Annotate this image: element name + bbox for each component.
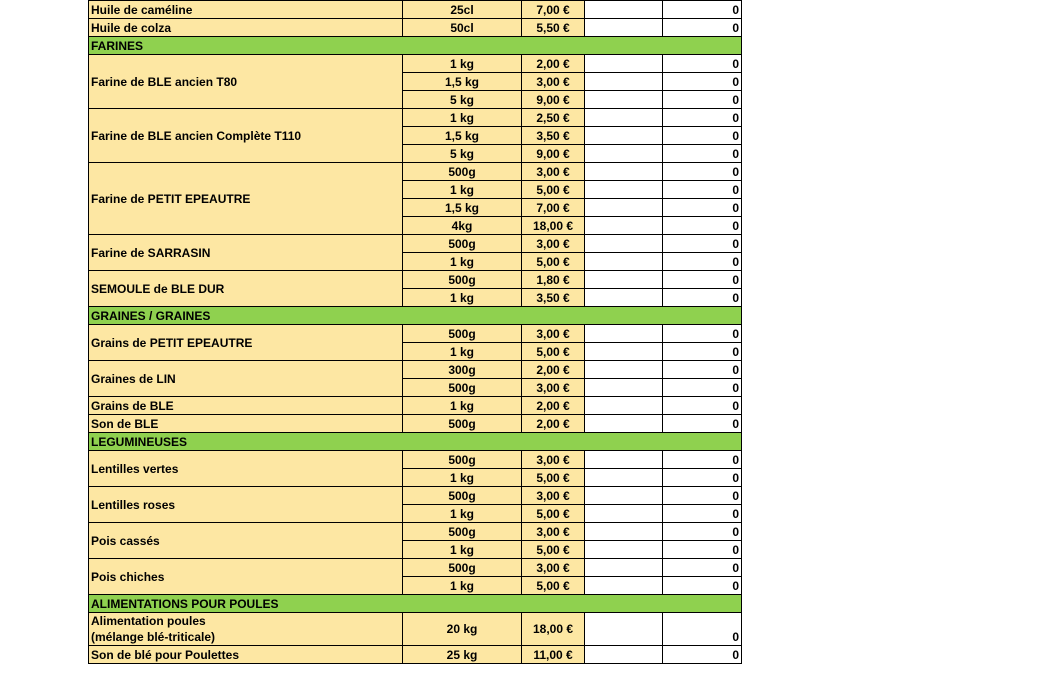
order-quantity-cell[interactable] (585, 127, 663, 145)
product-quantity: 500g (403, 235, 522, 253)
section-header-row (89, 307, 742, 325)
product-quantity: 1,5 kg (403, 73, 522, 91)
product-quantity: 25cl (403, 1, 522, 19)
product-price: 3,00 € (522, 163, 585, 181)
product-price: 5,00 € (522, 181, 585, 199)
table-row (89, 415, 742, 433)
table-row (89, 271, 742, 289)
product-price: 5,00 € (522, 505, 585, 523)
product-quantity: 25 kg (403, 646, 522, 664)
order-quantity-cell[interactable] (585, 91, 663, 109)
row-total: 0 (663, 289, 742, 307)
product-name: SEMOULE de BLE DUR (89, 271, 403, 307)
product-quantity: 500g (403, 451, 522, 469)
row-total: 0 (663, 646, 742, 664)
section-header-row (89, 595, 742, 613)
product-name: Grains de BLE (89, 397, 403, 415)
section-title: GRAINES / GRAINES (89, 307, 742, 325)
product-price: 2,50 € (522, 109, 585, 127)
product-quantity: 1 kg (403, 397, 522, 415)
product-price: 2,00 € (522, 397, 585, 415)
product-price: 7,00 € (522, 199, 585, 217)
product-name: Graines de LIN (89, 361, 403, 397)
product-price: 3,00 € (522, 379, 585, 397)
product-quantity: 500g (403, 271, 522, 289)
table-row (89, 109, 742, 127)
product-quantity: 500g (403, 379, 522, 397)
product-quantity: 1 kg (403, 109, 522, 127)
table-row (89, 19, 742, 37)
row-total: 0 (663, 271, 742, 289)
row-total: 0 (663, 469, 742, 487)
row-total: 0 (663, 19, 742, 37)
product-name: Son de BLE (89, 415, 403, 433)
row-total: 0 (663, 253, 742, 271)
product-quantity: 500g (403, 415, 522, 433)
product-quantity: 500g (403, 559, 522, 577)
order-quantity-cell[interactable] (585, 541, 663, 559)
order-quantity-cell[interactable] (585, 163, 663, 181)
product-price: 2,00 € (522, 55, 585, 73)
table-row (89, 451, 742, 469)
row-total: 0 (663, 361, 742, 379)
order-quantity-cell[interactable] (585, 145, 663, 163)
order-quantity-cell[interactable] (585, 55, 663, 73)
product-price: 9,00 € (522, 145, 585, 163)
product-quantity: 1,5 kg (403, 127, 522, 145)
table-row (89, 397, 742, 415)
product-name: Lentilles vertes (89, 451, 403, 487)
product-price: 5,00 € (522, 343, 585, 361)
product-name: Farine de BLE ancien Complète T110 (89, 109, 403, 163)
product-name: Grains de PETIT EPEAUTRE (89, 325, 403, 361)
row-total: 0 (663, 379, 742, 397)
product-price: 11,00 € (522, 646, 585, 664)
order-quantity-cell[interactable] (585, 181, 663, 199)
product-quantity: 1 kg (403, 55, 522, 73)
product-quantity: 300g (403, 361, 522, 379)
order-quantity-cell[interactable] (585, 253, 663, 271)
row-total: 0 (663, 397, 742, 415)
table-row (89, 559, 742, 577)
product-quantity: 500g (403, 325, 522, 343)
product-price: 3,00 € (522, 325, 585, 343)
product-name: Pois cassés (89, 523, 403, 559)
product-name: Alimentation poules (mélange blé-triticale) (89, 613, 403, 646)
product-price: 3,00 € (522, 73, 585, 91)
row-total: 0 (663, 91, 742, 109)
order-quantity-cell[interactable] (585, 577, 663, 595)
product-quantity: 4kg (403, 217, 522, 235)
order-quantity-cell[interactable] (585, 361, 663, 379)
product-price: 7,00 € (522, 1, 585, 19)
product-quantity: 20 kg (403, 613, 522, 646)
product-name: Huile de caméline (89, 1, 403, 19)
product-quantity: 500g (403, 523, 522, 541)
order-quantity-cell[interactable] (585, 271, 663, 289)
row-total: 0 (663, 73, 742, 91)
table-row (89, 646, 742, 664)
order-quantity-cell[interactable] (585, 343, 663, 361)
product-price: 3,50 € (522, 289, 585, 307)
product-name: Lentilles roses (89, 487, 403, 523)
product-quantity: 500g (403, 487, 522, 505)
row-total: 0 (663, 541, 742, 559)
row-total: 0 (663, 145, 742, 163)
product-quantity: 50cl (403, 19, 522, 37)
product-quantity: 1 kg (403, 253, 522, 271)
row-total: 0 (663, 1, 742, 19)
row-total: 0 (663, 451, 742, 469)
row-total: 0 (663, 487, 742, 505)
table-row (89, 325, 742, 343)
row-total: 0 (663, 613, 742, 646)
product-price: 3,00 € (522, 559, 585, 577)
product-price: 18,00 € (522, 613, 585, 646)
product-quantity: 1 kg (403, 181, 522, 199)
product-quantity: 5 kg (403, 91, 522, 109)
row-total: 0 (663, 577, 742, 595)
order-quantity-cell[interactable] (585, 523, 663, 541)
product-quantity: 1 kg (403, 577, 522, 595)
order-quantity-cell[interactable] (585, 1, 663, 19)
row-total: 0 (663, 325, 742, 343)
order-sheet (88, 0, 741, 664)
table-row (89, 523, 742, 541)
product-price: 3,00 € (522, 487, 585, 505)
product-name: Farine de BLE ancien T80 (89, 55, 403, 109)
table-row (89, 1, 742, 19)
order-quantity-cell[interactable] (585, 217, 663, 235)
row-total: 0 (663, 343, 742, 361)
order-quantity-cell[interactable] (585, 19, 663, 37)
row-total: 0 (663, 55, 742, 73)
section-header-row (89, 37, 742, 55)
product-price: 2,00 € (522, 415, 585, 433)
order-quantity-cell[interactable] (585, 289, 663, 307)
product-price: 3,00 € (522, 523, 585, 541)
product-quantity: 1 kg (403, 505, 522, 523)
row-total: 0 (663, 415, 742, 433)
product-quantity: 1 kg (403, 289, 522, 307)
product-price: 2,00 € (522, 361, 585, 379)
order-quantity-cell[interactable] (585, 487, 663, 505)
product-quantity: 1,5 kg (403, 199, 522, 217)
product-quantity: 500g (403, 163, 522, 181)
order-quantity-cell[interactable] (585, 73, 663, 91)
product-price: 5,00 € (522, 541, 585, 559)
row-total: 0 (663, 217, 742, 235)
product-quantity: 1 kg (403, 469, 522, 487)
product-price: 5,00 € (522, 577, 585, 595)
order-quantity-cell[interactable] (585, 613, 663, 646)
row-total: 0 (663, 559, 742, 577)
table-row (89, 613, 742, 646)
product-price: 5,50 € (522, 19, 585, 37)
order-quantity-cell[interactable] (585, 469, 663, 487)
order-quantity-cell[interactable] (585, 109, 663, 127)
table-row (89, 55, 742, 73)
order-quantity-cell[interactable] (585, 415, 663, 433)
row-total: 0 (663, 163, 742, 181)
product-name: Huile de colza (89, 19, 403, 37)
order-quantity-cell[interactable] (585, 451, 663, 469)
product-price: 18,00 € (522, 217, 585, 235)
order-quantity-cell[interactable] (585, 325, 663, 343)
product-quantity: 1 kg (403, 541, 522, 559)
product-price: 3,00 € (522, 235, 585, 253)
section-title: LEGUMINEUSES (89, 433, 742, 451)
table-row (89, 361, 742, 379)
order-quantity-cell[interactable] (585, 559, 663, 577)
order-table (88, 0, 742, 664)
product-price: 5,00 € (522, 469, 585, 487)
order-quantity-cell[interactable] (585, 379, 663, 397)
product-name: Farine de SARRASIN (89, 235, 403, 271)
row-total: 0 (663, 127, 742, 145)
section-title: ALIMENTATIONS POUR POULES (89, 595, 742, 613)
order-quantity-cell[interactable] (585, 397, 663, 415)
product-price: 1,80 € (522, 271, 585, 289)
table-row (89, 487, 742, 505)
section-title: FARINES (89, 37, 742, 55)
table-row (89, 163, 742, 181)
product-name: Pois chiches (89, 559, 403, 595)
product-quantity: 5 kg (403, 145, 522, 163)
order-quantity-cell[interactable] (585, 505, 663, 523)
product-price: 3,50 € (522, 127, 585, 145)
product-price: 3,00 € (522, 451, 585, 469)
table-row (89, 235, 742, 253)
row-total: 0 (663, 109, 742, 127)
product-name: Son de blé pour Poulettes (89, 646, 403, 664)
row-total: 0 (663, 181, 742, 199)
product-price: 5,00 € (522, 253, 585, 271)
product-quantity: 1 kg (403, 343, 522, 361)
order-quantity-cell[interactable] (585, 646, 663, 664)
row-total: 0 (663, 235, 742, 253)
order-quantity-cell[interactable] (585, 235, 663, 253)
section-header-row (89, 433, 742, 451)
row-total: 0 (663, 199, 742, 217)
product-price: 9,00 € (522, 91, 585, 109)
product-name: Farine de PETIT EPEAUTRE (89, 163, 403, 235)
row-total: 0 (663, 523, 742, 541)
row-total: 0 (663, 505, 742, 523)
order-quantity-cell[interactable] (585, 199, 663, 217)
